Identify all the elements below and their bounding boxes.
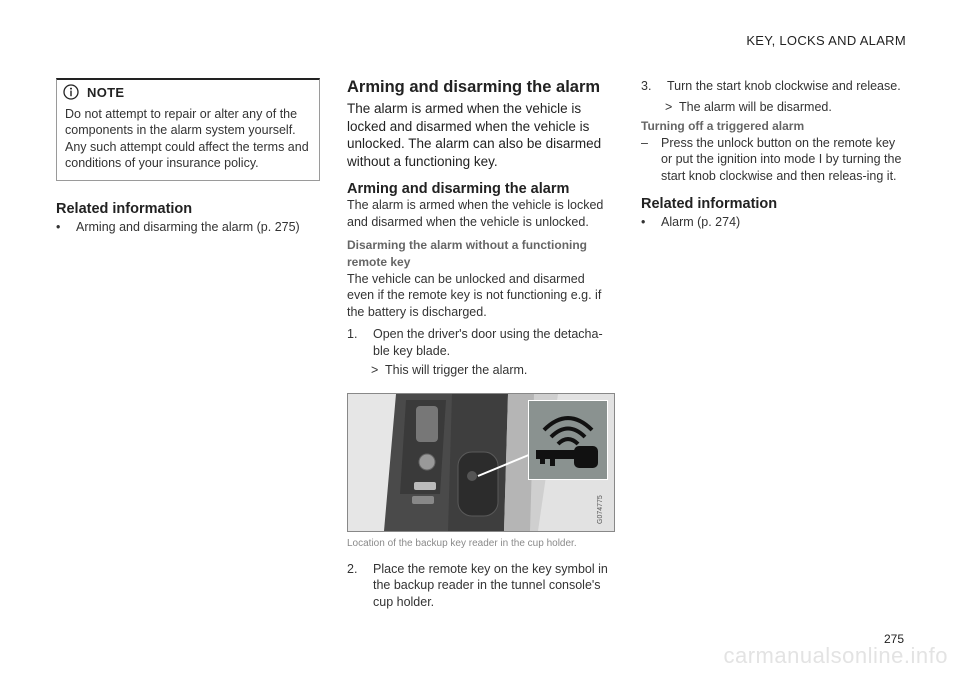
dash-mark: –	[641, 135, 648, 150]
page-title: Arming and disarming the alarm	[347, 78, 601, 96]
result-arrow-icon: >	[371, 363, 379, 378]
subsection-text: The vehicle can be unlocked and disarmed even if the remote key is not functioning e.g. if the battery is discharged.	[347, 271, 602, 319]
related-info-item[interactable]	[641, 214, 907, 231]
related-link-text[interactable]: Arming and disarming the alarm (p. 275)	[76, 220, 300, 234]
step-1	[347, 326, 614, 359]
info-circle-icon	[63, 84, 79, 100]
related-link-text[interactable]: Alarm (p. 274)	[661, 215, 741, 230]
note-header	[57, 80, 319, 102]
figure-caption: Location of the backup key reader in the cup holder.	[347, 537, 577, 549]
figure	[347, 393, 614, 549]
column-1	[56, 78, 320, 236]
watermark: carmanualsonline.info	[723, 643, 948, 668]
related-info-heading: Related information	[56, 201, 193, 217]
step-text: Turn the start knob clockwise and release.	[667, 79, 901, 93]
step-text: Place the remote key on the key symbol in the backup reader in the tunnel console's cup holder.	[373, 561, 608, 609]
step-text: Open the driver's door using the detacha-ble key blade.	[373, 327, 603, 358]
step-number: 1.	[347, 327, 358, 342]
step-number: 2.	[347, 561, 358, 576]
note-body: Do not attempt to repair or alter any of the components in the alarm system yourself. Any such attempt could affect the terms and conditions of your insurance policy.	[65, 107, 309, 170]
note-box	[56, 78, 320, 181]
section-text: The alarm is armed when the vehicle is locked and disarmed when the vehicle is unlocked.	[347, 198, 604, 229]
bullet-dot: •	[641, 215, 646, 230]
step-number: 3.	[641, 79, 652, 93]
subsection-heading: Turning off a triggered alarm	[641, 119, 805, 133]
dash-text: Press the unlock button on the remote key or put the ignition into mode I by turning the start knob clockwise and then releas-ing it.	[661, 135, 902, 183]
cup-holder-illustration	[347, 393, 615, 532]
intro-text: The alarm is armed when the vehicle is locked and disarmed when the vehicle is unlocked. The alarm can also be disarmed without a functioning key.	[347, 101, 602, 169]
section-heading: Arming and disarming the alarm	[347, 181, 570, 198]
related-info-item[interactable]	[56, 219, 320, 236]
step-1-result	[371, 362, 614, 379]
figure-code: G074775	[597, 494, 604, 524]
result-text: This will trigger the alarm.	[385, 363, 528, 378]
bullet-dot: •	[56, 220, 61, 234]
result-arrow-icon: >	[665, 99, 673, 114]
dash-item	[641, 135, 907, 185]
page-header: KEY, LOCKS AND ALARM	[746, 33, 906, 48]
step-3-result	[665, 99, 907, 116]
wireless-key-icon	[528, 400, 608, 480]
step-3	[641, 78, 907, 95]
step-2	[347, 561, 614, 611]
result-text: The alarm will be disarmed.	[679, 99, 832, 114]
page-number: 275	[883, 632, 904, 646]
subsection-heading: Disarming the alarm without a functioning remote key	[347, 238, 588, 269]
column-2	[347, 78, 614, 610]
column-3	[641, 78, 907, 231]
note-title: NOTE	[87, 84, 125, 100]
related-info-heading: Related information	[641, 196, 778, 213]
